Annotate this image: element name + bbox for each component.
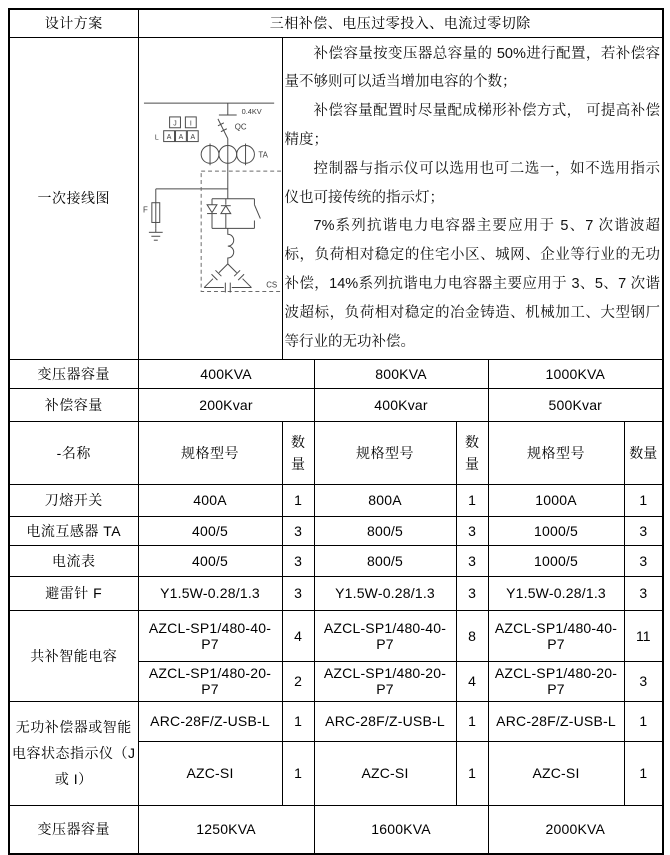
transformer-capacity-value-3: 1000KVA: [488, 359, 663, 388]
reactor-coil-icon: [227, 228, 233, 264]
qty-cell: 4: [456, 661, 488, 701]
spec-cell: 1000/5: [488, 545, 624, 576]
transformer-capacity-bottom-value-1: 1250KVA: [138, 805, 314, 854]
spec-cell: 800/5: [314, 516, 456, 545]
compensation-capacity-label: 补偿容量: [9, 388, 138, 421]
column-header-row: [9, 421, 663, 484]
transformer-capacity-row: [9, 359, 663, 388]
qty-cell: 1: [624, 741, 663, 805]
spec-cell: AZC-SI: [488, 741, 624, 805]
transformer-capacity-bottom-value-2: 1600KVA: [314, 805, 488, 854]
qty-cell: 3: [624, 545, 663, 576]
item-name: 避雷针 F: [9, 576, 138, 610]
header-qty-3: 数量: [624, 421, 663, 484]
transformer-capacity-value-1: 400KVA: [138, 359, 314, 388]
one-line-diagram: [141, 39, 283, 355]
spec-cell: AZC-SI: [314, 741, 456, 805]
spec-cell: 800A: [314, 484, 456, 516]
spec-cell: ARC-28F/Z-USB-L: [488, 701, 624, 741]
group-row-controller: [9, 701, 663, 741]
ground-icon: [148, 228, 162, 240]
compensation-capacity-value-3: 500Kvar: [488, 388, 663, 421]
note-paragraph-2: 补偿容量配置时尽量配成梯形补偿方式， 可提高补偿精度；: [284, 103, 661, 148]
ta-label: TA: [257, 149, 268, 159]
transformer-capacity-bottom-label: 变压器容量: [9, 805, 138, 854]
header-name: -名称: [9, 421, 138, 484]
item-row-current-transformer: [9, 516, 663, 545]
design-plan-value: 三相补偿、电压过零投入、电流过零切除: [138, 9, 663, 37]
qty-cell: 1: [624, 701, 663, 741]
qc-switch-icon: [217, 103, 236, 139]
spec-cell: AZCL-SP1/480-20-P7: [138, 661, 282, 701]
qty-cell: 3: [624, 576, 663, 610]
bypass-switch-icon: [254, 198, 260, 228]
qty-cell: 11: [624, 610, 663, 661]
fuse-label: F: [142, 205, 148, 215]
compensation-capacity-value-2: 400Kvar: [314, 388, 488, 421]
qty-cell: 3: [282, 545, 314, 576]
spec-cell: AZCL-SP1/480-40-P7: [314, 610, 456, 661]
compensation-capacity-row: [9, 388, 663, 421]
transformer-capacity-bottom-value-3: 2000KVA: [488, 805, 663, 854]
spec-cell: 800/5: [314, 545, 456, 576]
transformer-capacity-bottom-row: [9, 805, 663, 854]
qty-cell: 1: [282, 701, 314, 741]
ta-ct-icon: [201, 138, 254, 171]
item-name: 刀熔开关: [9, 484, 138, 516]
meter-label-a1: A: [166, 133, 171, 141]
bus-voltage-label: 0.4KV: [241, 106, 262, 116]
meter-label-j: J: [172, 119, 177, 127]
group-row-smart-capacitor-40: [9, 610, 663, 661]
spec-cell: 400A: [138, 484, 282, 516]
qty-cell: 8: [456, 610, 488, 661]
spec-cell: 400/5: [138, 516, 282, 545]
qty-cell: 3: [624, 516, 663, 545]
qty-cell: 3: [282, 576, 314, 610]
meter-label-i: I: [189, 119, 192, 127]
spec-cell: AZCL-SP1/480-20-P7: [314, 661, 456, 701]
note-paragraph-1: 补偿容量按变压器总容量的 50%进行配置，若补偿容量不够则可以适当增加电容的个数；: [284, 45, 661, 91]
notes-cell: [282, 37, 663, 359]
meter-label-a3: A: [189, 133, 195, 141]
note-paragraph-3: 控制器与指示仪可以选用也可二选一，如不选用指示仪也可接传统的指示灯；: [284, 160, 661, 206]
qc-label: QC: [234, 122, 247, 132]
spec-table: [8, 8, 664, 855]
qty-cell: 1: [282, 484, 314, 516]
transformer-capacity-value-2: 800KVA: [314, 359, 488, 388]
group-name-smart-capacitor: 共补智能电容: [9, 610, 138, 701]
spec-cell: AZCL-SP1/480-20-P7: [488, 661, 624, 701]
qty-cell: 1: [456, 741, 488, 805]
fuse-icon: [151, 188, 227, 227]
diagram-notes: [285, 40, 661, 357]
module-label: CS: [265, 280, 277, 290]
diagram-row: [9, 37, 663, 359]
item-row-lightning-arrester: [9, 576, 663, 610]
spec-cell: AZCL-SP1/480-40-P7: [138, 610, 282, 661]
spec-cell: Y1.5W-0.28/1.3: [314, 576, 456, 610]
item-name: 电流互感器 TA: [9, 516, 138, 545]
header-qty-1: 数量: [282, 421, 314, 484]
thyristor-icon: [207, 171, 254, 228]
spec-cell: 1000/5: [488, 516, 624, 545]
note-paragraph-4: 7%系列抗谐电力电容器主要应用于 5、7 次谐波超标，负荷相对稳定的住宅小区、城网、企业等行业的无功补偿，14%系列抗谐电力电容器主要应用于 3、5、7 次谐波超标，负荷相对稳定的冶金铸造、机械加工、大型钢厂等行业的无功补偿。: [284, 218, 661, 350]
meter-prefix: L: [154, 134, 159, 142]
qty-cell: 3: [282, 516, 314, 545]
item-name: 电流表: [9, 545, 138, 576]
spec-cell: ARC-28F/Z-USB-L: [138, 701, 282, 741]
spec-cell: AZCL-SP1/480-40-P7: [488, 610, 624, 661]
spec-cell: Y1.5W-0.28/1.3: [488, 576, 624, 610]
qty-cell: 3: [624, 661, 663, 701]
transformer-capacity-label: 变压器容量: [9, 359, 138, 388]
qty-cell: 3: [456, 545, 488, 576]
item-row-knife-fuse-switch: [9, 484, 663, 516]
qty-cell: 1: [624, 484, 663, 516]
design-plan-label: 设计方案: [9, 9, 138, 37]
group-name-controller-indicator: 无功补偿器或智能电容状态指示仪（J 或 I）: [9, 701, 138, 805]
header-spec-1: 规格型号: [138, 421, 282, 484]
header-qty-2: 数量: [456, 421, 488, 484]
qty-cell: 1: [456, 701, 488, 741]
diagram-cell: [138, 37, 282, 359]
delta-capacitor-icon: [204, 263, 251, 292]
qty-cell: 1: [282, 741, 314, 805]
compensation-capacity-value-1: 200Kvar: [138, 388, 314, 421]
header-spec-2: 规格型号: [314, 421, 456, 484]
meter-label-a2: A: [178, 133, 183, 141]
qty-cell: 2: [282, 661, 314, 701]
item-row-ammeter: [9, 545, 663, 576]
spec-cell: 400/5: [138, 545, 282, 576]
header-spec-3: 规格型号: [488, 421, 624, 484]
qty-cell: 3: [456, 516, 488, 545]
diagram-row-label: 一次接线图: [9, 37, 138, 359]
spec-cell: Y1.5W-0.28/1.3: [138, 576, 282, 610]
qty-cell: 3: [456, 576, 488, 610]
spec-cell: 1000A: [488, 484, 624, 516]
qty-cell: 4: [282, 610, 314, 661]
design-plan-row: [9, 9, 663, 37]
spec-cell: ARC-28F/Z-USB-L: [314, 701, 456, 741]
spec-cell: AZC-SI: [138, 741, 282, 805]
qty-cell: 1: [456, 484, 488, 516]
